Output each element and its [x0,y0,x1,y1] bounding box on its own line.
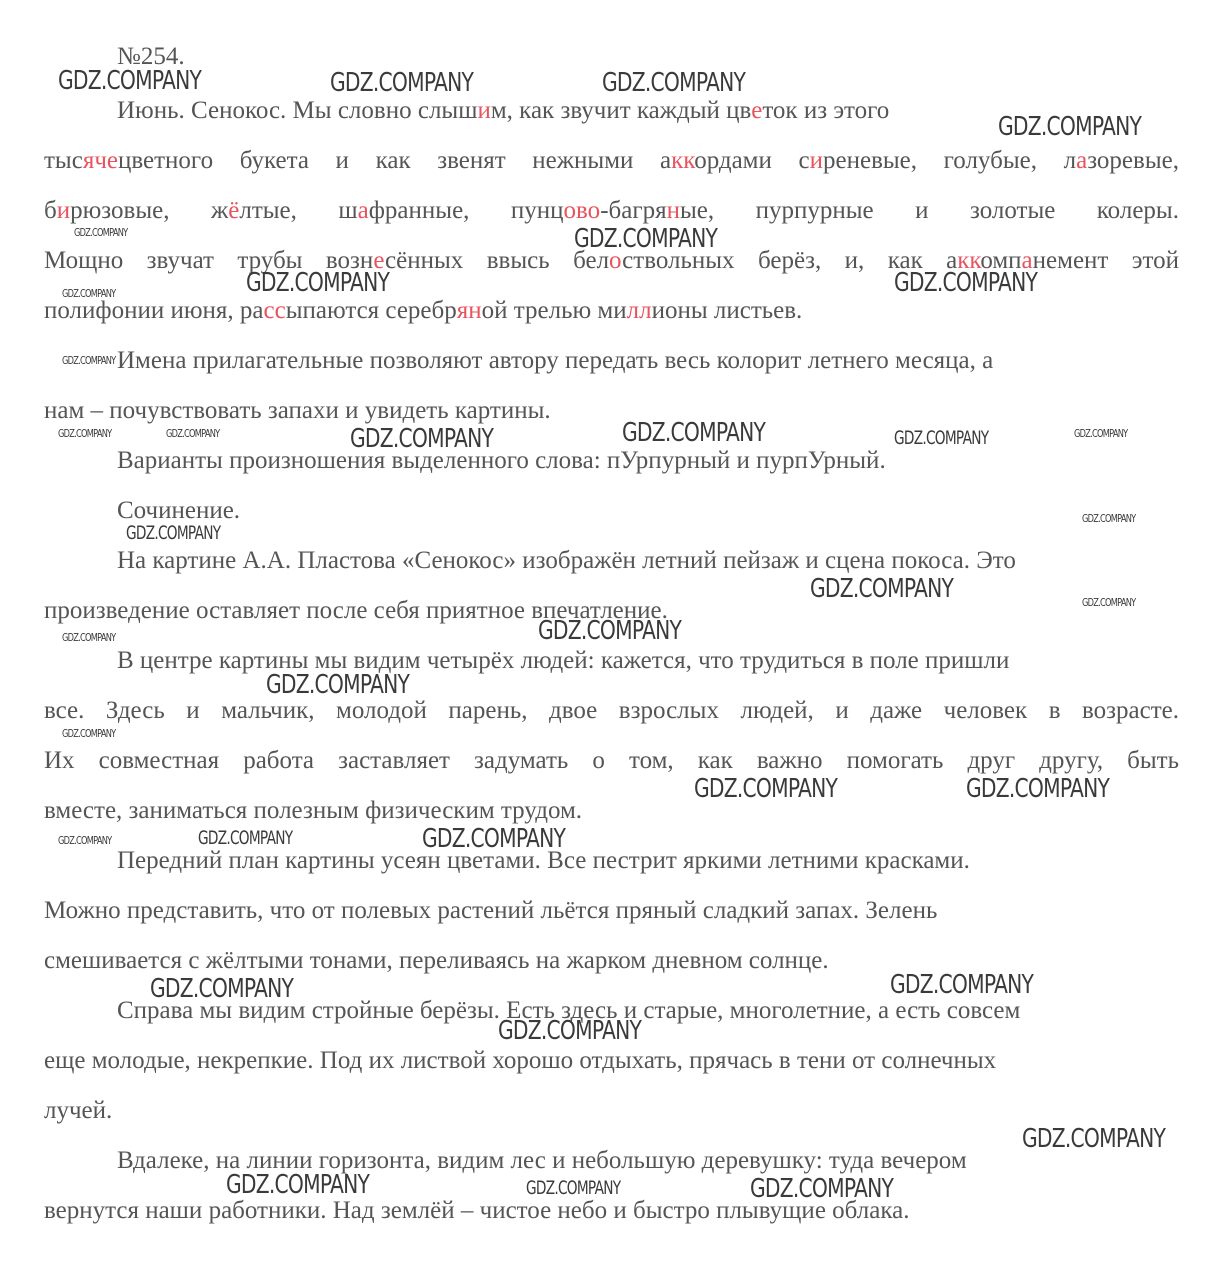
highlighted-letters: а [1076,147,1088,174]
watermark: GDZ.COMPANY [574,224,718,254]
highlighted-letters: е [751,97,763,124]
highlighted-letters: н [666,197,680,224]
text-line [44,1196,1179,1226]
text-segment: сённых ввысь бел [385,247,610,274]
text-line [117,446,1179,476]
text-line [44,196,1179,226]
text-line [117,496,1179,526]
watermark: GDZ.COMPANY [350,424,494,454]
highlighted-letters: а [357,197,369,224]
watermark: GDZ.COMPANY [126,522,221,544]
text-line [44,896,1179,926]
text-segment: франные, пунц [368,197,564,224]
exercise-number: №254. [117,43,185,70]
text-segment: Имена прилагательные позволяют автору передать весь колорит летнего месяца, а [117,347,994,374]
watermark: GDZ.COMPANY [58,834,112,847]
highlighted-letters: и [809,147,823,174]
text-segment: зоревые, [1087,147,1179,174]
text-segment: рюзовые, ж [70,197,229,224]
highlighted-letters: кк [671,147,695,174]
text-segment: Вдалеке, на линии горизонта, видим лес и небольшую деревушку: туда вечером [117,1147,967,1174]
text-segment: ствольных берёз, и, как а [622,247,958,274]
highlighted-letters: лл [626,297,652,324]
text-segment: Можно представить, что от полевых растений льётся пряный сладкий запах. Зелень [44,897,938,924]
text-segment: омп [980,247,1022,274]
text-segment: В центре картины мы видим четырёх людей: кажется, что трудиться в поле пришли [117,647,1010,674]
text-segment: произведение оставляет после себя приятное впечатление. [44,597,668,624]
text-segment: еще молодые, некрепкие. Под их листвой хорошо отдыхать, прячась в тени от солнечных [44,1047,997,1074]
watermark: GDZ.COMPANY [966,774,1110,804]
watermark: GDZ.COMPANY [1022,1124,1166,1154]
text-segment: реневые, голубые, л [823,147,1077,174]
watermark: GDZ.COMPANY [62,727,116,740]
text-segment: ток из этого [762,97,890,124]
watermark: GDZ.COMPANY [58,427,112,440]
text-segment: вернутся наши работники. Над землёй – чистое небо и быстро плывущие облака. [44,1197,910,1224]
watermark: GDZ.COMPANY [890,970,1034,1000]
text-segment: ыпаются серебр [285,297,457,324]
watermark: GDZ.COMPANY [74,226,128,239]
watermark: GDZ.COMPANY [266,670,410,700]
watermark: GDZ.COMPANY [62,287,116,300]
text-line [44,396,1179,426]
watermark: GDZ.COMPANY [810,574,954,604]
text-line [117,346,1179,376]
text-segment: тыс [44,147,83,174]
text-segment: лтые, ш [239,197,358,224]
highlighted-letters: а [1021,247,1033,274]
highlighted-letters: кк [957,247,981,274]
watermark: GDZ.COMPANY [166,427,220,440]
text-line [44,746,1179,776]
watermark: GDZ.COMPANY [750,1174,894,1204]
text-segment: На картине А.А. Пластова «Сенокос» изображён летний пейзаж и сцена покоса. Это [117,547,1016,574]
watermark: GDZ.COMPANY [602,68,746,98]
text-line [117,846,1179,876]
highlighted-letters: и [56,197,71,224]
text-segment: Их совместная работа заставляет задумать о том, как важно помогать друг другу, быть [44,747,1179,774]
watermark: GDZ.COMPANY [58,66,202,96]
highlighted-letters: ян [456,297,482,324]
text-segment: вместе, заниматься полезным физическим трудом. [44,797,583,824]
highlighted-letters: ё [228,197,240,224]
watermark: GDZ.COMPANY [198,827,293,849]
watermark: GDZ.COMPANY [246,268,390,298]
highlighted-letters: о [609,247,623,274]
watermark: GDZ.COMPANY [498,1016,642,1046]
highlighted-letters: и [477,97,491,124]
text-segment: Сочинение. [117,497,241,524]
text-segment: лучей. [44,1097,113,1124]
text-segment: -багря [600,197,667,224]
text-segment: ионы листьев. [651,297,803,324]
text-line [117,546,1179,576]
text-segment: цветного букета и как звенят нежными а [118,147,672,174]
text-segment: ордами с [694,147,810,174]
text-line [44,146,1179,176]
text-segment: немент этой [1032,247,1179,274]
watermark: GDZ.COMPANY [526,1177,621,1199]
text-line [44,1046,1179,1076]
watermark: GDZ.COMPANY [422,824,566,854]
text-line [44,696,1179,726]
text-segment: ой трелью ми [481,297,627,324]
highlighted-letters: сс [263,297,286,324]
watermark: GDZ.COMPANY [62,354,116,367]
watermark: GDZ.COMPANY [998,112,1142,142]
text-line [44,296,1179,326]
watermark: GDZ.COMPANY [538,616,682,646]
highlighted-letters: яче [82,147,118,174]
watermark: GDZ.COMPANY [1082,512,1136,525]
text-segment: смешивается с жёлтыми тонами, переливаясь на жарком дневном солнце. [44,947,829,974]
text-segment: б [44,197,57,224]
text-segment: Варианты произношения выделенного слова: пУрпурный и пурпУрный. [117,447,886,474]
watermark: GDZ.COMPANY [894,268,1038,298]
watermark: GDZ.COMPANY [1074,427,1128,440]
text-segment: м, как звучит каждый цв [490,97,752,124]
watermark: GDZ.COMPANY [226,1170,370,1200]
watermark: GDZ.COMPANY [330,68,474,98]
text-segment: Июнь. Сенокос. Мы словно слыш [117,97,478,124]
text-segment: ые, пурпурные и золотые колеры. [679,197,1179,224]
watermark: GDZ.COMPANY [1082,596,1136,609]
watermark: GDZ.COMPANY [150,974,294,1004]
highlighted-letters: ово [563,197,601,224]
text-line [44,1096,1179,1126]
text-segment: все. Здесь и мальчик, молодой парень, двое взрослых людей, и даже человек в возрасте. [44,697,1179,724]
text-segment: Справа мы видим стройные берёзы. Есть здесь и старые, многолетние, а есть совсем [117,997,1021,1024]
text-segment: нам – почувствовать запахи и увидеть картины. [44,397,551,424]
text-segment: Мощно звучат трубы возн [44,247,374,274]
watermark: GDZ.COMPANY [62,631,116,644]
watermark: GDZ.COMPANY [894,427,989,449]
watermark: GDZ.COMPANY [622,418,766,448]
highlighted-letters: е [373,247,386,274]
watermark: GDZ.COMPANY [694,774,838,804]
text-segment: Передний план картины усеян цветами. Все пестрит яркими летними красками. [117,847,970,874]
text-segment: полифонии июня, ра [44,297,264,324]
